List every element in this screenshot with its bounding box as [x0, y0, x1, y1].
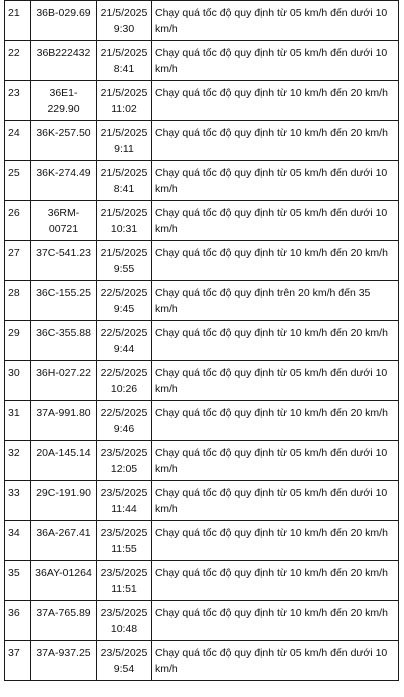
date-text: 21/5/2025 — [100, 247, 148, 259]
row-number-cell: 27 — [5, 241, 31, 281]
plate-cell: 29C-191.90 — [31, 481, 97, 521]
row-number-cell: 24 — [5, 121, 31, 161]
date-text: 21/5/2025 — [100, 207, 148, 219]
row-number-cell: 23 — [5, 81, 31, 121]
violation-cell: Chạy quá tốc độ quy định từ 10 km/h đến 20 km/h — [152, 321, 399, 361]
datetime-cell — [97, 201, 152, 241]
datetime-cell — [97, 601, 152, 641]
time-text: 11:02 — [111, 103, 137, 115]
violation-cell: Chạy quá tốc độ quy định từ 05 km/h đến dưới 10 km/h — [152, 161, 399, 201]
table-row — [5, 601, 399, 641]
date-text: 23/5/2025 — [100, 607, 148, 619]
date-text: 21/5/2025 — [100, 7, 148, 19]
table-row — [5, 321, 399, 361]
violation-table — [4, 0, 399, 681]
table-row — [5, 41, 399, 81]
time-text: 9:30 — [113, 23, 135, 35]
row-number-cell: 28 — [5, 281, 31, 321]
date-text: 22/5/2025 — [100, 287, 148, 299]
violation-cell: Chạy quá tốc độ quy định từ 10 km/h đến 20 km/h — [152, 121, 399, 161]
violation-cell: Chạy quá tốc độ quy định từ 10 km/h đến 20 km/h — [152, 601, 399, 641]
table-row — [5, 361, 399, 401]
violation-cell: Chạy quá tốc độ quy định từ 10 km/h đến 20 km/h — [152, 401, 399, 441]
plate-cell: 36B-029.69 — [31, 1, 97, 41]
date-text: 23/5/2025 — [100, 567, 148, 579]
datetime-cell — [97, 401, 152, 441]
row-number-cell: 31 — [5, 401, 31, 441]
date-text: 23/5/2025 — [100, 447, 148, 459]
datetime-cell — [97, 321, 152, 361]
datetime-cell — [97, 241, 152, 281]
plate-cell: 36H-027.22 — [31, 361, 97, 401]
time-text: 11:51 — [111, 583, 137, 595]
time-text: 9:11 — [114, 143, 134, 155]
date-text: 21/5/2025 — [100, 127, 148, 139]
datetime-cell — [97, 81, 152, 121]
table-row — [5, 281, 399, 321]
violation-cell: Chạy quá tốc độ quy định từ 10 km/h đến 20 km/h — [152, 561, 399, 601]
table-row — [5, 241, 399, 281]
date-text: 22/5/2025 — [100, 327, 148, 339]
violation-cell: Chạy quá tốc độ quy định từ 05 km/h đến dưới 10 km/h — [152, 361, 399, 401]
violation-cell: Chạy quá tốc độ quy định trên 20 km/h đến 35 km/h — [152, 281, 399, 321]
time-text: 9:55 — [113, 263, 135, 275]
violation-cell: Chạy quá tốc độ quy định từ 05 km/h đến dưới 10 km/h — [152, 201, 399, 241]
time-text: 8:41 — [113, 63, 135, 75]
date-text: 23/5/2025 — [100, 647, 148, 659]
violation-cell: Chạy quá tốc độ quy định từ 10 km/h đến 20 km/h — [152, 521, 399, 561]
violation-cell: Chạy quá tốc độ quy định từ 05 km/h đến dưới 10 km/h — [152, 641, 399, 681]
datetime-cell — [97, 361, 152, 401]
datetime-cell — [97, 481, 152, 521]
violation-table-container — [4, 0, 399, 681]
row-number-cell: 36 — [5, 601, 31, 641]
table-row — [5, 1, 399, 41]
time-text: 10:26 — [110, 383, 138, 395]
table-row — [5, 561, 399, 601]
table-row — [5, 521, 399, 561]
plate-cell: 37C-541.23 — [31, 241, 97, 281]
datetime-cell — [97, 41, 152, 81]
table-row — [5, 641, 399, 681]
plate-cell: 36K-257.50 — [31, 121, 97, 161]
row-number-cell: 21 — [5, 1, 31, 41]
plate-cell: 36A-267.41 — [31, 521, 97, 561]
datetime-cell — [97, 161, 152, 201]
date-text: 23/5/2025 — [100, 527, 148, 539]
plate-cell: 36C-355.88 — [31, 321, 97, 361]
datetime-cell — [97, 561, 152, 601]
plate-cell: 37A-765.89 — [31, 601, 97, 641]
plate-cell: 36RM-00721 — [31, 201, 97, 241]
time-text: 9:45 — [113, 303, 135, 315]
time-text: 9:46 — [113, 423, 135, 435]
row-number-cell: 35 — [5, 561, 31, 601]
row-number-cell: 26 — [5, 201, 31, 241]
row-number-cell: 30 — [5, 361, 31, 401]
row-number-cell: 25 — [5, 161, 31, 201]
datetime-cell — [97, 441, 152, 481]
time-text: 12:05 — [110, 463, 138, 475]
violation-table-body — [5, 0, 399, 681]
plate-cell: 37A-937.25 — [31, 641, 97, 681]
time-text: 10:48 — [110, 623, 138, 635]
date-text: 21/5/2025 — [100, 87, 148, 99]
datetime-cell — [97, 1, 152, 41]
table-row — [5, 481, 399, 521]
violation-cell: Chạy quá tốc độ quy định từ 10 km/h đến 20 km/h — [152, 241, 399, 281]
time-text: 11:55 — [111, 543, 137, 555]
row-number-cell: 34 — [5, 521, 31, 561]
violation-cell: Chạy quá tốc độ quy định từ 05 km/h đến dưới 10 km/h — [152, 481, 399, 521]
datetime-cell — [97, 521, 152, 561]
row-number-cell: 22 — [5, 41, 31, 81]
plate-cell: 36C-155.25 — [31, 281, 97, 321]
date-text: 21/5/2025 — [100, 47, 148, 59]
table-row — [5, 441, 399, 481]
plate-cell: 36B222432 — [31, 41, 97, 81]
table-row — [5, 161, 399, 201]
violation-cell: Chạy quá tốc độ quy định từ 05 km/h đến dưới 10 km/h — [152, 441, 399, 481]
date-text: 22/5/2025 — [100, 367, 148, 379]
table-row — [5, 201, 399, 241]
table-row — [5, 81, 399, 121]
time-text: 8:41 — [113, 183, 135, 195]
date-text: 23/5/2025 — [100, 487, 148, 499]
plate-cell: 36K-274.49 — [31, 161, 97, 201]
violation-cell: Chạy quá tốc độ quy định từ 05 km/h đến dưới 10 km/h — [152, 1, 399, 41]
time-text: 9:44 — [113, 343, 135, 355]
row-number-cell: 37 — [5, 641, 31, 681]
time-text: 9:54 — [113, 663, 135, 675]
violation-cell: Chạy quá tốc độ quy định từ 05 km/h đến dưới 10 km/h — [152, 41, 399, 81]
table-row — [5, 121, 399, 161]
plate-cell: 36AY-01264 — [31, 561, 97, 601]
time-text: 11:44 — [111, 503, 137, 515]
plate-cell: 37A-991.80 — [31, 401, 97, 441]
violation-cell: Chạy quá tốc độ quy định từ 10 km/h đến 20 km/h — [152, 81, 399, 121]
datetime-cell — [97, 121, 152, 161]
datetime-cell — [97, 641, 152, 681]
plate-cell: 20A-145.14 — [31, 441, 97, 481]
datetime-cell — [97, 281, 152, 321]
row-number-cell: 32 — [5, 441, 31, 481]
row-number-cell: 33 — [5, 481, 31, 521]
table-row — [5, 401, 399, 441]
time-text: 10:31 — [110, 223, 138, 235]
row-number-cell: 29 — [5, 321, 31, 361]
plate-cell: 36E1-229.90 — [31, 81, 97, 121]
date-text: 21/5/2025 — [100, 167, 148, 179]
date-text: 22/5/2025 — [100, 407, 148, 419]
